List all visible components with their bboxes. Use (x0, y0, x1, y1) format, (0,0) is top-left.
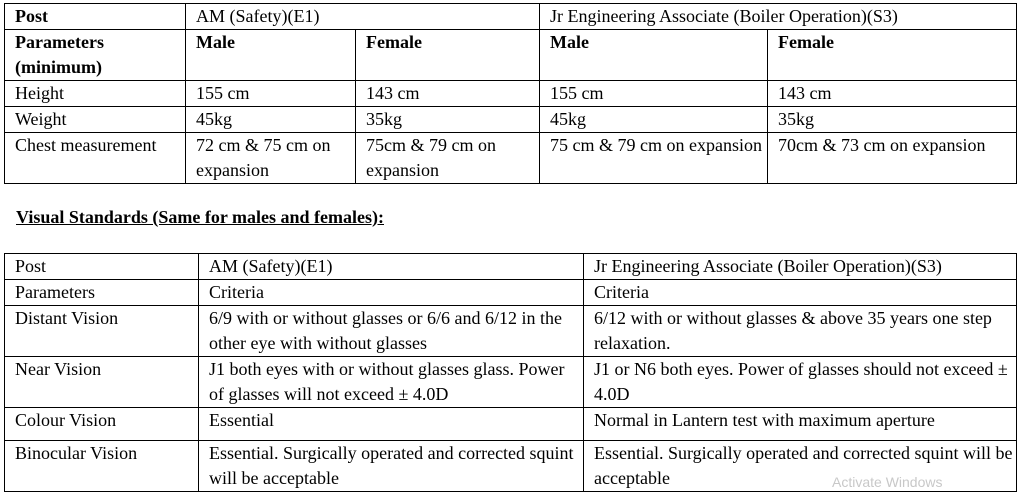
table-cell: Essential. Surgically operated and corrected squint will be acceptable (584, 441, 1017, 492)
row-label-chest: Chest measurement (5, 133, 186, 184)
table-cell: Essential (199, 408, 584, 441)
table-cell: 72 cm & 75 cm on expansion (186, 133, 356, 184)
table-cell: 45kg (186, 107, 356, 133)
female-header: Female (356, 30, 540, 81)
female-header: Female (768, 30, 1017, 81)
male-header: Male (186, 30, 356, 81)
row-label-near-vision: Near Vision (5, 357, 199, 408)
post-am-safety: AM (Safety)(E1) (186, 4, 540, 30)
table-row (5, 357, 1017, 408)
table-cell: Criteria (199, 280, 584, 306)
table-row (5, 408, 1017, 441)
table-row (5, 30, 1017, 81)
table-row (5, 133, 1017, 184)
table-row (5, 280, 1017, 306)
post-label: Post (5, 254, 199, 280)
row-label-height: Height (5, 81, 186, 107)
table-row (5, 4, 1017, 30)
table-cell: 143 cm (356, 81, 540, 107)
post-label: Post (5, 4, 186, 30)
row-label-colour-vision: Colour Vision (5, 408, 199, 441)
table-cell: 70cm & 73 cm on expansion (768, 133, 1017, 184)
table-cell: J1 or N6 both eyes. Power of glasses should not exceed ± 4.0D (584, 357, 1017, 408)
table-cell: Criteria (584, 280, 1017, 306)
table-row (5, 254, 1017, 280)
table-cell: Essential. Surgically operated and corrected squint will be acceptable (199, 441, 584, 492)
parameters-label: Parameters (minimum) (5, 30, 186, 81)
table-cell: 75cm & 79 cm on expansion (356, 133, 540, 184)
post-am-safety: AM (Safety)(E1) (199, 254, 584, 280)
table-cell: 6/9 with or without glasses or 6/6 and 6/12 in the other eye with without glasses (199, 306, 584, 357)
table-cell: 45kg (540, 107, 768, 133)
row-label-weight: Weight (5, 107, 186, 133)
table-cell: 143 cm (768, 81, 1017, 107)
table-cell: 35kg (768, 107, 1017, 133)
table-row (5, 107, 1017, 133)
male-header: Male (540, 30, 768, 81)
post-jr-engineering: Jr Engineering Associate (Boiler Operation)(S3) (540, 4, 1017, 30)
visual-standards-table (4, 253, 1017, 492)
table-row (5, 81, 1017, 107)
table-cell: 155 cm (186, 81, 356, 107)
table-row (5, 306, 1017, 357)
activate-windows-watermark: Activate Windows (832, 474, 943, 490)
table-cell: 155 cm (540, 81, 768, 107)
post-jr-engineering: Jr Engineering Associate (Boiler Operation)(S3) (584, 254, 1017, 280)
row-label-parameters: Parameters (5, 280, 199, 306)
table-cell: 6/12 with or without glasses & above 35 years one step relaxation. (584, 306, 1017, 357)
row-label-distant-vision: Distant Vision (5, 306, 199, 357)
visual-standards-heading: Visual Standards (Same for males and females): (16, 207, 384, 227)
table-cell: Normal in Lantern test with maximum aperture (584, 408, 1017, 441)
table-cell: 35kg (356, 107, 540, 133)
table-cell: J1 both eyes with or without glasses glass. Power of glasses will not exceed ± 4.0D (199, 357, 584, 408)
row-label-binocular-vision: Binocular Vision (5, 441, 199, 492)
physical-standards-table (4, 3, 1017, 184)
table-cell: 75 cm & 79 cm on expansion (540, 133, 768, 184)
